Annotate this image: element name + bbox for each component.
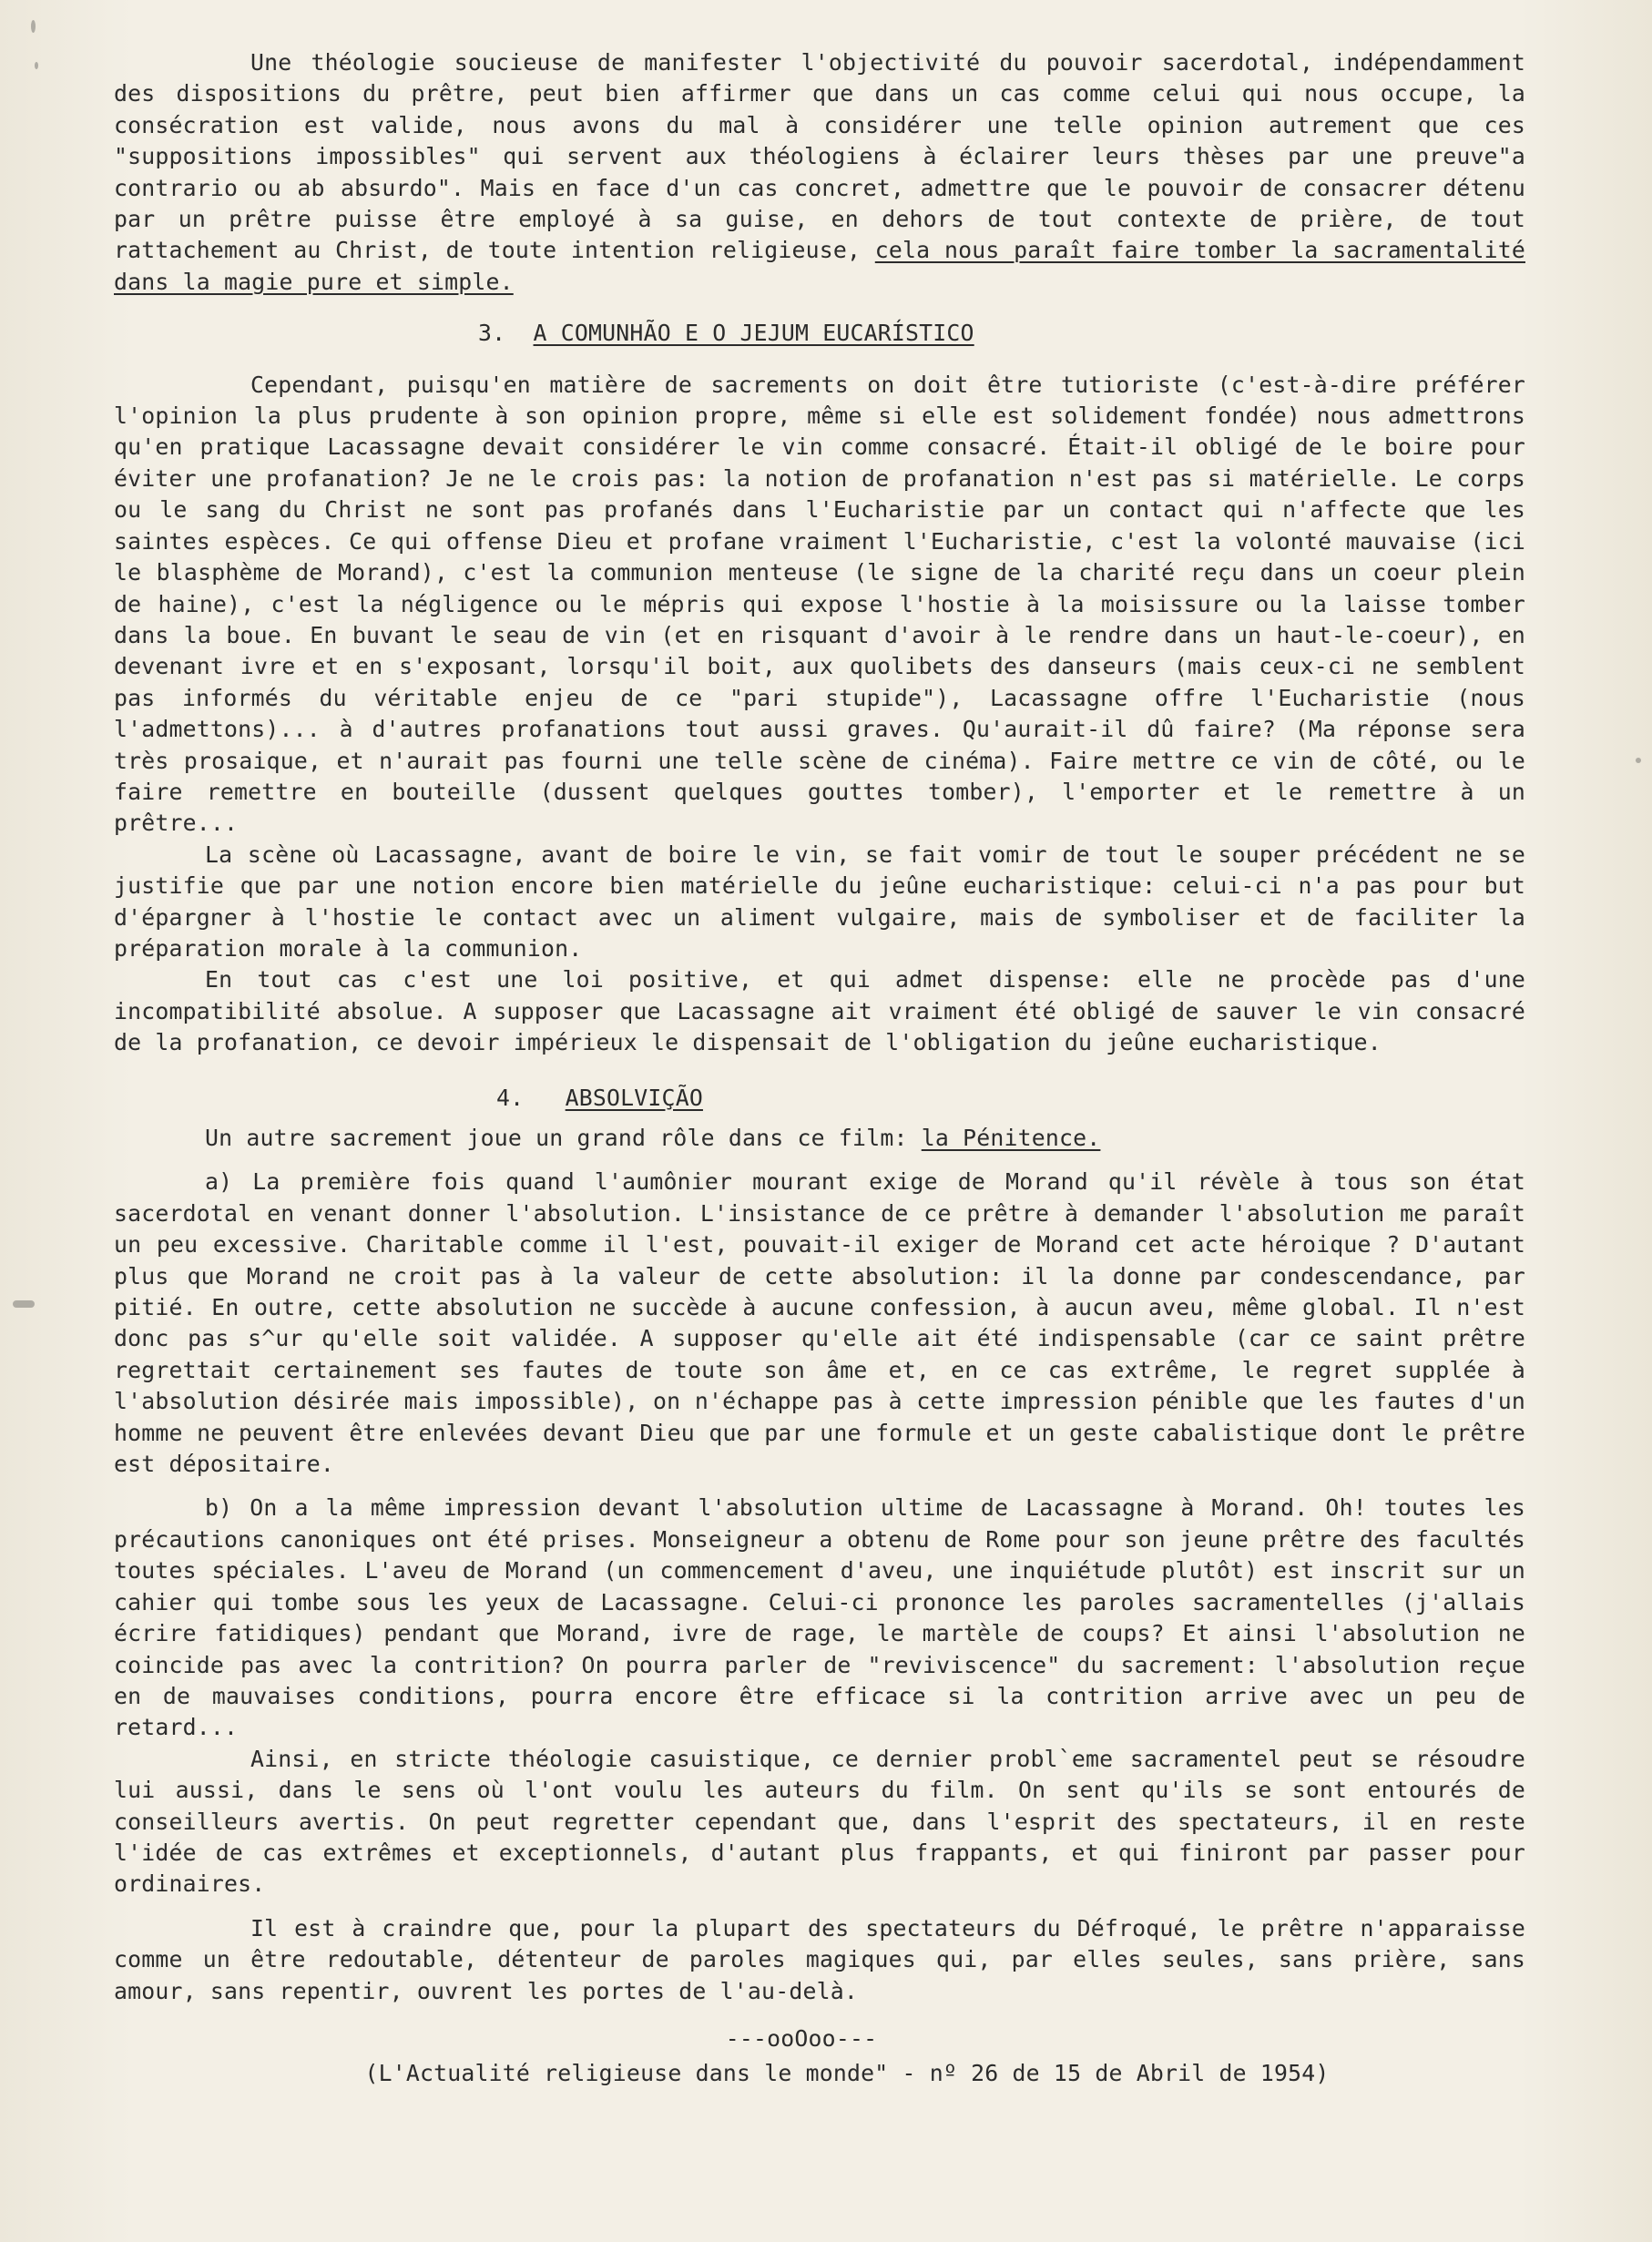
section-3-number: 3. [478, 320, 506, 347]
section-3-title: A COMUNHÃO E O JEJUM EUCARÍSTICO [533, 320, 974, 347]
paper-speck [35, 62, 38, 69]
paper-speck [13, 1300, 35, 1308]
intro-paragraph [114, 47, 1525, 298]
paragraph-communion: Cependant, puisqu'en matière de sacrements on doit être tutioriste (c'est-à-dire préférer l'opinion la plus prudente à son opinion propre, même si elle est solidement fondée) nous admettrons qu'en pratique Lacassagne devait considérer le vin comme consacré. Était-il obligé de le boire pour éviter une profanation? Je ne le crois pas: la notion de profanation n'est pas si matérielle. Le corps ou le sang du Christ ne sont pas profanés dans l'Eucharistie par un contact qui n'affecte que les saintes espèces. Ce qui offense Dieu et profane vraiment l'Eucharistie, c'est la volonté mauvaise (ici le blasphème de Morand), c'est la communion menteuse (le signe de la charité reçu dans un coeur plein de haine), c'est la négligence ou le mépris qui expose l'hostie à la moisissure ou la laisse tomber dans la boue. En buvant le seau de vin (et en risquant d'avoir à le rendre dans un haut-le-coeur), en devenant ivre et en s'exposant, lorsqu'il boit, aux quolibets des danseurs (mais ceux-ci ne semblent pas informés du véritable enjeu de ce "pari stupide"), Lacassagne offre l'Eucharistie (nous l'admettons)... à d'autres profanations tout aussi graves. Qu'aurait-il dû faire? (Ma réponse sera très prosaique, et n'aurait pas fourni une telle scène de cinéma). Faire mettre ce vin de côté, ou le faire remettre en bouteille (dussent quelques gouttes tomber), l'emporter et le remettre à un prêtre... [114, 371, 1525, 837]
paragraph-point-a: a) La première fois quand l'aumônier mourant exige de Morand qu'il révèle à tous son état sacerdotal en venant donner l'absolution. L'insistance de ce prêtre à demander l'absolution me paraît un peu excessive. Charitable comme il l'est, pouvait-il exiger de Morand cet acte héroique ? D'autant plus que Morand ne croit pas à la valeur de cette absolution: il la donne par condescendance, par pitié. En outre, cette absolution ne succède à aucune confession, à aucun aveu, même global. Il n'est donc pas s^ur qu'elle soit validée. A supposer qu'elle ait été indispensable (car ce saint prêtre regrettait certainement ses fautes de toute son âme et, en ce cas extrême, le regret supplée à l'absolution désirée mais impossible), on n'échappe pas à cette impression pénible que les fautes d'un homme ne peuvent être enlevées devant Dieu que par une formule et un geste cabalistique dont le prêtre est dépositaire. [114, 1168, 1525, 1478]
paper-speck [31, 20, 36, 33]
separator-ornament: ---ooOoo--- [725, 2024, 878, 2052]
source-citation: (L'Actualité religieuse dans le monde" - nº 26 de 15 de Abril de 1954) [364, 2060, 1330, 2087]
paragraph-dispensation: En tout cas c'est une loi positive, et qui admet dispense: elle ne procède pas d'une incompatibilité absolue. A supposer que Lacassagne ait vraiment été obligé de sauver le vin consacré de la profanation, ce devoir impérieux le dispensait de l'obligation du jeûne eucharistique. [114, 966, 1525, 1056]
paragraph-penance-intro [114, 1123, 1525, 1154]
intro-underlined-text: cela nous paraît faire tomber la sacramentalité dans la magie pure et simple. [114, 237, 1525, 295]
section-4-heading [114, 1083, 1525, 1114]
paragraph-final: Il est à craindre que, pour la plupart des spectateurs du Défroqué, le prêtre n'apparaisse comme un être redoutable, détenteur de paroles magiques qui, par elles seules, sans prière, sans amour, sans repentir, ouvrent les portes de l'au-delà. [114, 1914, 1525, 2004]
penance-lead: Un autre sacrement joue un grand rôle dans ce film: [205, 1125, 908, 1151]
intro-text: Une théologie soucieuse de manifester l'objectivité du pouvoir sacerdotal, indépendamment des dispositions du prêtre, peut bien affirmer que dans un cas comme celui qui nous occupe, la consécration est valide, nous avons du mal à considérer une telle opinion autrement que ces "suppositions impossibles" qui servent aux théologiens à éclairer leurs thèses par une preuve"a contrario ou ab absurdo". Mais en face d'un cas concret, admettre que le pouvoir de consacrer détenu par un prêtre puisse être employé à sa guise, en dehors de tout contexte de prière, de tout rattachement au Christ, de toute intention religieuse, [114, 49, 1525, 264]
section-4-title: ABSOLVIÇÃO [565, 1084, 703, 1111]
paragraph-point-b: b) On a la même impression devant l'absolution ultime de Lacassagne à Morand. Oh! toutes les précautions canoniques ont été prises. Monseigneur a obtenu de Rome pour son jeune prêtre des facultés toutes spéciales. L'aveu de Morand (un commencement d'aveu, une inquiétude plutôt) est inscrit sur un cahier qui tombe sous les yeux de Lacassagne. Celui-ci prononce les paroles sacramentelles (j'allais écrire fatidiques) pendant que Morand, ivre de rage, le martèle de coups? Et ainsi l'absolution ne coincide pas avec la contrition? On pourra parler de "reviviscence" du sacrement: l'absolution reçue en de mauvaises conditions, pourra encore être efficace si la contrition arrive avec un peu de retard... [114, 1494, 1525, 1741]
section-4-number: 4. [496, 1084, 525, 1111]
paragraph-fast: La scène où Lacassagne, avant de boire le vin, se fait vomir de tout le souper précédent ne se justifie que par une notion encore bien matérielle du jeûne eucharistique: celui-ci n'a pas pour but d'épargner à l'hostie le contact avec un aliment vulgaire, mais de symboliser et de faciliter la préparation morale à la communion. [114, 841, 1525, 962]
paragraph-conclusion: Ainsi, en stricte théologie casuistique, ce dernier probl`eme sacramentel peut se résoudre lui aussi, dans le sens où l'ont voulu les auteurs du film. On sent qu'ils se sont entourés de conseilleurs avertis. On peut regretter cependant que, dans l'esprit des spectateurs, il en reste l'idée de cas extrêmes et exceptionnels, d'autant plus frappants, et qui finiront par passer pour ordinaires. [114, 1745, 1525, 1898]
paper-speck [1636, 758, 1641, 763]
document-body [114, 47, 1525, 2090]
penance-underlined: la Pénitence. [921, 1125, 1101, 1151]
section-3-heading [114, 318, 1525, 349]
